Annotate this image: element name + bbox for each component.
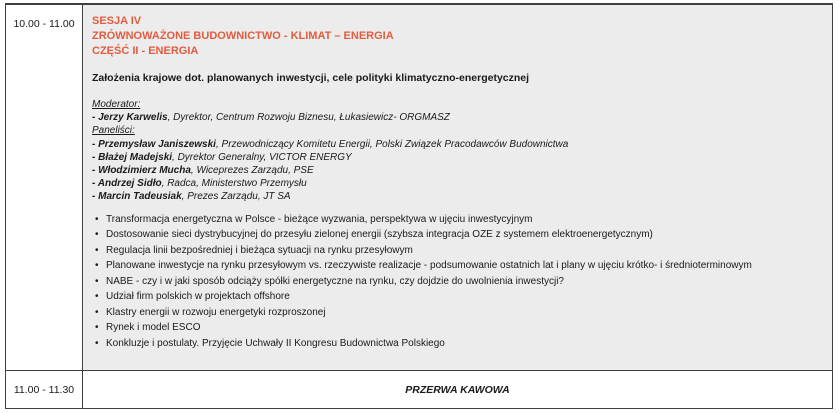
coffee-break-cell: [83, 371, 832, 408]
topic-item: • Transformacja energetyczna w Polsce - bieżące wyzwania, perspektywa w ujęciu inwestycyjnym: [92, 213, 822, 226]
panelist-name: - Błażej Madejski: [92, 151, 173, 163]
session-time-slot: [6, 5, 83, 371]
panelist-role: , Dyrektor Generalny, VICTOR ENERGY: [172, 151, 352, 163]
panelist-name: - Andrzej Sidło: [92, 178, 162, 190]
topic-item: • Planowane inwestycje na rynku przesyłowym vs. rzeczywiste realizacje - podsumowanie ostatnich lat i plany w ujęciu krótko- i średnioterminowym: [92, 259, 822, 272]
panelists-label: Paneliści:: [92, 125, 135, 137]
panelist-role: , Radca, Ministerstwo Przemysłu: [161, 178, 307, 190]
coffee-break-label: PRZERWA KAWOWA: [405, 383, 510, 396]
topics-list: [92, 213, 822, 350]
speakers-block: [92, 98, 822, 204]
session-title: ZRÓWNOWAŻONE BUDOWNICTWO - KLIMAT – ENERGIA: [92, 30, 394, 42]
panelist-line: [92, 138, 822, 151]
break-time: 11.00 - 11.30: [13, 383, 75, 396]
moderator-line: [92, 111, 822, 124]
topic-item: • Rynek i model ESCO: [92, 321, 822, 334]
panelist-role: , Przewodniczący Komitetu Energii, Polski Związek Pracodawców Budownictwa: [215, 138, 569, 150]
panelist-name: - Marcin Tadeusiak: [92, 191, 182, 203]
session-number: SESJA IV: [92, 15, 142, 27]
panelist-name: - Włodzimierz Mucha: [92, 165, 191, 177]
session-part: CZĘŚĆ II - ENERGIA: [92, 45, 199, 57]
topic-item: • NABE - czy i w jaki sposób odciąży spółki energetyczne na rynku, czy dojdzie do uwolnienia inwestycji?: [92, 275, 822, 288]
break-time-slot: [6, 371, 83, 408]
topic-item: • Klastry energii w rozwoju energetyki rozproszonej: [92, 306, 822, 319]
session-header: [92, 14, 822, 59]
panelist-line: [92, 164, 822, 177]
panelist-name: - Przemysław Janiszewski: [92, 138, 216, 150]
topic-item: • Konkluzje i postulaty. Przyjęcie Uchwały II Kongresu Budownictwa Polskiego: [92, 337, 822, 350]
agenda-table: [5, 3, 833, 409]
panelist-line: [92, 177, 822, 190]
moderator-name: - Jerzy Karwelis: [92, 112, 168, 124]
panelist-line: [92, 151, 822, 164]
panelist-line: [92, 190, 822, 203]
topic-item: • Regulacja linii bezpośredniej i bieżąca sytuacji na rynku przesyłowym: [92, 244, 822, 257]
moderator-role: , Dyrektor, Centrum Rozwoju Biznesu, Łukasiewicz- ORGMASZ: [167, 112, 450, 124]
topic-item: • Dostosowanie sieci dystrybucyjnej do przesyłu zielonej energii (szybsza integracja OZE z systemem elektroenergetycznym): [92, 228, 822, 241]
session-content-cell: [83, 5, 832, 371]
panelist-role: , Prezes Zarządu, JT SA: [181, 191, 291, 203]
panelist-role: , Wiceprezes Zarządu, PSE: [190, 165, 314, 177]
session-subtitle: Założenia krajowe dot. planowanych inwestycji, cele polityki klimatyczno-energetycznej: [92, 72, 530, 84]
session-time: 10.00 - 11.00: [13, 18, 75, 30]
moderator-label: Moderator:: [92, 99, 141, 110]
topic-item: • Udział firm polskich w projektach offshore: [92, 290, 822, 303]
